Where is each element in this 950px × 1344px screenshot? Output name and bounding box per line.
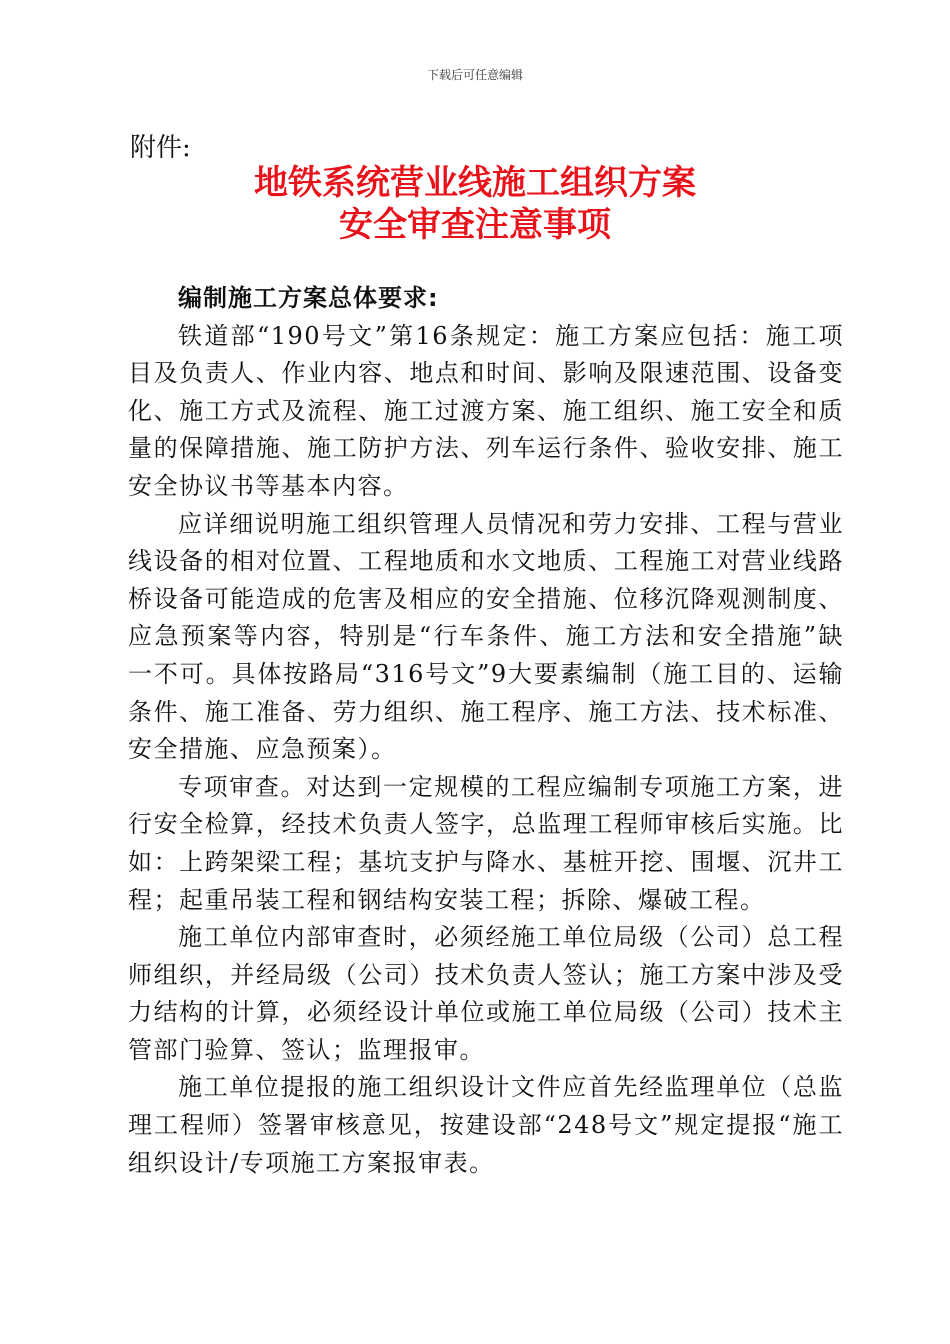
document-title-line-1: 地铁系统营业线施工组织方案 — [254, 163, 696, 203]
attachment-label: 附件: — [130, 133, 191, 163]
body-paragraph: 应详细说明施工组织管理人员情况和劳力安排、工程与营业线设备的相对位置、工程地质和水文地质、工程施工对营业线路桥设备可能造成的危害及相应的安全措施、位移沉降观测制度、应急预案等内容，特别是“行车条件、施工方法和安全措施”缺一不可。具体按路局“316号文”9大要素编制（施工目的、运输条件、施工准备、劳力组织、施工程序、施工方法、技术标准、安全措施、应急预案）。 — [128, 509, 844, 764]
body-paragraph: 铁道部“190号文”第16条规定：施工方案应包括：施工项目及负责人、作业内容、地点和时间、影响及限速范围、设备变化、施工方式及流程、施工过渡方案、施工组织、施工安全和质量的保障措施、施工防护方法、列车运行条件、验收安排、施工安全协议书等基本内容。 — [128, 321, 844, 500]
body-paragraph: 施工单位提报的施工组织设计文件应首先经监理单位（总监理工程师）签署审核意见，按建设部“248号文”规定提报“施工组织设计/专项施工方案报审表。 — [128, 1073, 844, 1177]
header-note: 下载后可任意编辑 — [426, 68, 523, 82]
body-paragraph: 专项审查。对达到一定规模的工程应编制专项施工方案，进行安全检算，经技术负责人签字，总监理工程师审核后实施。比如：上跨架梁工程；基坑支护与降水、基桩开挖、围堰、沉井工程；起重吊装工程和钢结构安装工程；拆除、爆破工程。 — [128, 772, 844, 914]
body-paragraph: 施工单位内部审查时，必须经施工单位局级（公司）总工程师组织，并经局级（公司）技术负责人签认；施工方案中涉及受力结构的计算，必须经设计单位或施工单位局级（公司）技术主管部门验算、签认；监理报审。 — [128, 923, 844, 1064]
document-body — [128, 280, 844, 1182]
document-title-line-2: 安全审查注意事项 — [339, 205, 611, 245]
section-heading: 编制施工方案总体要求: — [178, 284, 439, 312]
